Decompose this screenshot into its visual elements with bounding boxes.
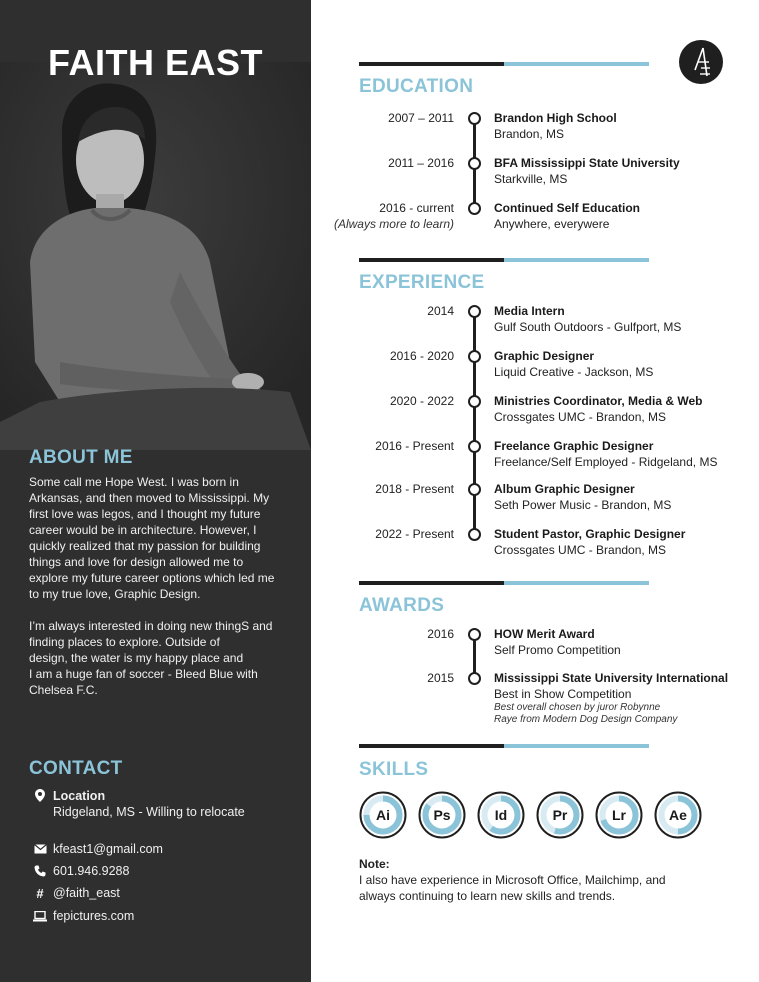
experience-item — [300, 348, 740, 382]
timeline-dot — [468, 672, 481, 685]
skills-heading: SKILLS — [359, 759, 429, 780]
education-place: Anywhere, everywere — [494, 217, 610, 231]
experience-item — [300, 303, 740, 337]
skill-badge — [536, 791, 584, 839]
awards-divider — [359, 581, 649, 585]
timeline-dot — [468, 157, 481, 170]
skill-badge — [654, 791, 702, 839]
contact-phone[interactable] — [33, 864, 129, 878]
contact-handle[interactable] — [33, 886, 120, 900]
sidebar — [0, 0, 311, 982]
about-text — [29, 474, 294, 714]
skill-label: Ai — [376, 807, 390, 823]
timeline-dot — [468, 440, 481, 453]
experience-divider — [359, 258, 649, 262]
skill-badge — [418, 791, 466, 839]
contact-location — [33, 788, 245, 820]
award-place: Best in Show Competition — [494, 687, 632, 701]
handle-text[interactable]: @faith_east — [53, 886, 120, 900]
experience-item — [300, 438, 740, 472]
education-place: Starkville, MS — [494, 172, 568, 186]
skill-label: Pr — [552, 807, 568, 823]
location-label: Location — [53, 789, 106, 803]
timeline-dot — [468, 350, 481, 363]
education-divider — [359, 62, 649, 66]
skill-label: Id — [494, 807, 508, 823]
experience-place: Seth Power Music - Brandon, MS — [494, 498, 672, 512]
award-item — [300, 626, 740, 660]
location-value: Ridgeland, MS - Willing to relocate — [53, 805, 245, 819]
education-title: Continued Self Education — [494, 201, 640, 215]
experience-item — [300, 393, 740, 427]
awards-heading: AWARDS — [359, 595, 445, 616]
skills-note — [359, 856, 699, 904]
contact-heading: CONTACT — [29, 758, 123, 779]
experience-place: Crossgates UMC - Brandon, MS — [494, 543, 667, 557]
award-date: 2016 — [427, 627, 454, 641]
education-title: BFA Mississippi State University — [494, 156, 680, 170]
experience-title: Ministries Coordinator, Media & Web — [494, 394, 703, 408]
award-title: HOW Merit Award — [494, 627, 595, 641]
location-pin-icon — [33, 788, 47, 802]
education-item — [300, 200, 740, 234]
skill-badge — [477, 791, 525, 839]
about-heading: ABOUT ME — [29, 447, 133, 468]
experience-date: 2018 - Present — [375, 482, 454, 496]
award-note: Best overall chosen by juror Robynne — [494, 702, 661, 713]
timeline-dot — [468, 202, 481, 215]
email-text[interactable]: kfeast1@gmail.com — [53, 842, 163, 856]
experience-title: Graphic Designer — [494, 349, 595, 363]
note-text: I also have experience in Microsoft Office, Mailchimp, and always continuing to learn new skills and trends. — [359, 873, 666, 903]
experience-title: Media Intern — [494, 304, 565, 318]
award-item — [300, 670, 740, 725]
skill-badge — [595, 791, 643, 839]
experience-title: Album Graphic Designer — [494, 482, 635, 496]
laptop-icon — [33, 909, 47, 923]
note-heading: Note: — [359, 857, 390, 871]
award-note: Raye from Modern Dog Design Company — [494, 714, 678, 725]
contact-website[interactable] — [33, 909, 134, 923]
award-place: Self Promo Competition — [494, 643, 621, 657]
award-date: 2015 — [427, 671, 454, 685]
experience-title: Student Pastor, Graphic Designer — [494, 527, 686, 541]
experience-item — [300, 526, 740, 560]
profile-photo — [0, 62, 311, 450]
timeline-dot — [468, 628, 481, 641]
timeline-dot — [468, 305, 481, 318]
timeline-dot — [468, 395, 481, 408]
experience-title: Freelance Graphic Designer — [494, 439, 654, 453]
experience-place: Crossgates UMC - Brandon, MS — [494, 410, 667, 424]
education-heading: EDUCATION — [359, 76, 474, 97]
experience-heading: EXPERIENCE — [359, 272, 485, 293]
about-paragraph-2: I’m always interested in doing new thingS and finding places to explore. Outside of design, the water is my happy place and I am a huge fan of soccer - Bleed Blue with Chelsea F.C. — [29, 619, 273, 697]
skill-label: Lr — [612, 807, 626, 823]
experience-item — [300, 481, 740, 515]
experience-date: 2022 - Present — [375, 527, 454, 541]
experience-place: Freelance/Self Employed - Ridgeland, MS — [494, 455, 718, 469]
monogram-logo — [679, 40, 723, 84]
education-title: Brandon High School — [494, 111, 617, 125]
education-date-note: (Always more to learn) — [333, 217, 454, 231]
education-date: 2007 – 2011 — [388, 111, 454, 125]
hashtag-icon: # — [36, 885, 44, 901]
education-place: Brandon, MS — [494, 127, 565, 141]
experience-date: 2020 - 2022 — [389, 394, 454, 408]
skill-label: Ps — [433, 807, 451, 823]
timeline-dot — [468, 528, 481, 541]
education-date: 2016 - current — [379, 201, 454, 215]
timeline-dot — [468, 483, 481, 496]
experience-date: 2016 - Present — [375, 439, 454, 453]
contact-email[interactable] — [33, 842, 163, 856]
website-text[interactable]: fepictures.com — [53, 909, 135, 923]
skill-label: Ae — [669, 807, 687, 823]
skill-badge — [359, 791, 407, 839]
education-date: 2011 – 2016 — [388, 156, 454, 170]
person-name: FAITH EAST — [47, 42, 263, 83]
experience-place: Gulf South Outdoors - Gulfport, MS — [494, 320, 682, 334]
mail-icon — [33, 842, 47, 856]
education-item — [300, 155, 740, 189]
about-paragraph-1: Some call me Hope West. I was born in Arkansas, and then moved to Mississippi. My first love was legos, and I thought my future career would be in architecture. However, I quickly realized that my passion for building things and love for design allowed me to explore my future career options which led me to my true love, Graphic Design. — [29, 475, 275, 601]
skills-divider — [359, 744, 649, 748]
award-title: Mississippi State University International — [494, 671, 729, 685]
timeline-dot — [468, 112, 481, 125]
phone-text[interactable]: 601.946.9288 — [53, 864, 130, 878]
experience-date: 2016 - 2020 — [389, 349, 454, 363]
phone-icon — [33, 864, 47, 878]
experience-place: Liquid Creative - Jackson, MS — [494, 365, 654, 379]
education-item — [300, 110, 740, 144]
experience-date: 2014 — [427, 304, 454, 318]
